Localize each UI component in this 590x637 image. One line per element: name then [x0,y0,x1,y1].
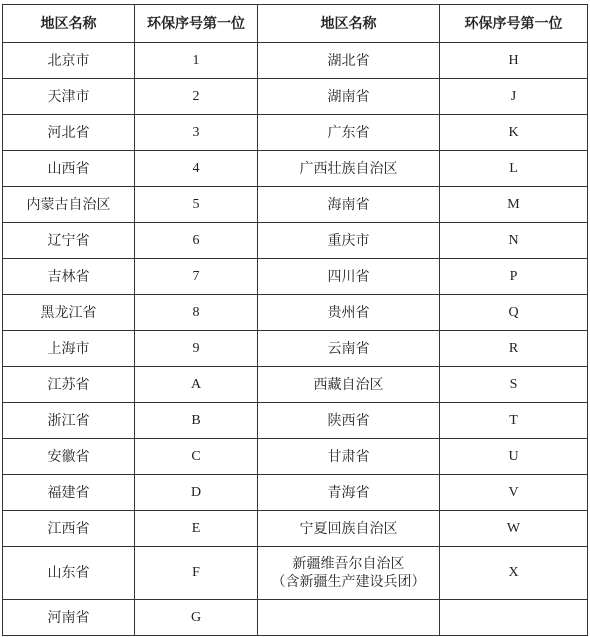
right-region-cell: 宁夏回族自治区 [258,511,440,547]
left-region-cell: 山西省 [3,151,135,187]
right-region-cell: 青海省 [258,475,440,511]
left-code-cell: 6 [135,223,258,259]
left-code-cell: D [135,475,258,511]
left-region-cell: 山东省 [3,547,135,600]
left-region-cell: 内蒙古自治区 [3,187,135,223]
left-code-cell: G [135,600,258,636]
right-region-cell: 湖南省 [258,79,440,115]
table-row [3,403,588,439]
left-region-cell: 上海市 [3,331,135,367]
right-code-cell: T [440,403,588,439]
header-region-name-left: 地区名称 [3,5,135,43]
right-code-cell: R [440,331,588,367]
right-code-cell: N [440,223,588,259]
right-region-cell: 海南省 [258,187,440,223]
table-row [3,331,588,367]
left-region-cell: 天津市 [3,79,135,115]
left-region-cell: 浙江省 [3,403,135,439]
right-code-cell: K [440,115,588,151]
table-row [3,43,588,79]
left-code-cell: 3 [135,115,258,151]
left-region-cell: 北京市 [3,43,135,79]
left-code-cell: 4 [135,151,258,187]
right-region-line-2: （含新疆生产建设兵团） [271,574,426,590]
left-code-cell: 2 [135,79,258,115]
table-row [3,295,588,331]
left-code-cell: 9 [135,331,258,367]
left-code-cell: 5 [135,187,258,223]
left-region-cell: 辽宁省 [3,223,135,259]
left-code-cell: F [135,547,258,600]
left-code-cell: A [135,367,258,403]
left-code-cell: 1 [135,43,258,79]
right-region-cell: 陕西省 [258,403,440,439]
table-row [3,600,588,636]
right-region-cell: 云南省 [258,331,440,367]
table-row [3,259,588,295]
table-row [3,151,588,187]
right-region-cell [258,600,440,636]
left-region-cell: 福建省 [3,475,135,511]
table-row [3,115,588,151]
right-code-cell: H [440,43,588,79]
table-row [3,79,588,115]
table-row [3,439,588,475]
table-row [3,475,588,511]
right-region-cell: 重庆市 [258,223,440,259]
right-region-cell: 广西壮族自治区 [258,151,440,187]
left-region-cell: 江西省 [3,511,135,547]
table-row [3,511,588,547]
left-region-cell: 黑龙江省 [3,295,135,331]
right-region-cell: 甘肃省 [258,439,440,475]
right-code-cell: X [440,547,588,600]
table-row [3,223,588,259]
right-region-cell: 湖北省 [258,43,440,79]
right-region-cell: 广东省 [258,115,440,151]
table-row [3,547,588,600]
right-code-cell: Q [440,295,588,331]
left-code-cell: C [135,439,258,475]
table-row [3,367,588,403]
table-header-row [3,5,588,43]
region-code-table [2,4,588,636]
left-region-cell: 河北省 [3,115,135,151]
left-code-cell: B [135,403,258,439]
right-region-cell: 四川省 [258,259,440,295]
left-region-cell: 江苏省 [3,367,135,403]
right-region-cell [258,547,440,600]
header-region-name-right: 地区名称 [258,5,440,43]
left-code-cell: E [135,511,258,547]
left-code-cell: 8 [135,295,258,331]
header-code-right: 环保序号第一位 [440,5,588,43]
right-code-cell [440,600,588,636]
left-region-cell: 安徽省 [3,439,135,475]
right-code-cell: V [440,475,588,511]
right-region-cell: 贵州省 [258,295,440,331]
left-region-cell: 河南省 [3,600,135,636]
left-code-cell: 7 [135,259,258,295]
right-code-cell: U [440,439,588,475]
right-region-line-1: 新疆维吾尔自治区 [292,556,405,572]
table-row [3,187,588,223]
left-region-cell: 吉林省 [3,259,135,295]
right-code-cell: L [440,151,588,187]
right-code-cell: M [440,187,588,223]
right-code-cell: S [440,367,588,403]
right-code-cell: W [440,511,588,547]
right-region-cell: 西藏自治区 [258,367,440,403]
right-code-cell: J [440,79,588,115]
header-code-left: 环保序号第一位 [135,5,258,43]
right-code-cell: P [440,259,588,295]
